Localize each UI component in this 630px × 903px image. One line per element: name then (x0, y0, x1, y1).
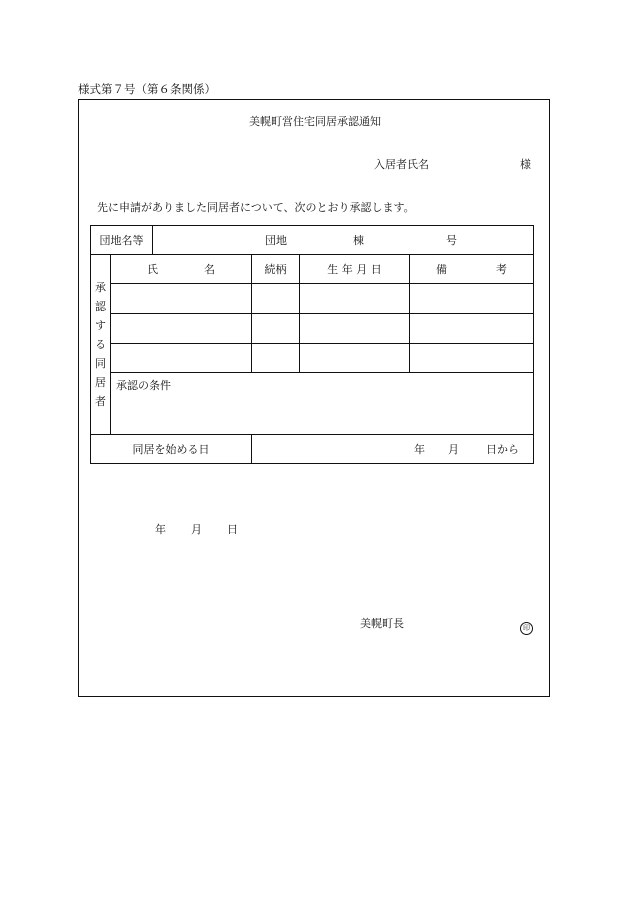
seal-mark (520, 615, 533, 635)
name-cell[interactable] (111, 284, 252, 314)
seal-icon: 印 (520, 622, 533, 635)
complex-label-cell (91, 226, 153, 255)
cohabitant-side-label (91, 255, 111, 435)
side-char: 認 (95, 300, 106, 313)
form-number: 様式第７号（第６条関係） (78, 82, 216, 96)
conditions-label: 承認の条件 (116, 379, 171, 392)
issuer-title: 美幌町長 (360, 617, 404, 630)
birthdate-cell[interactable] (300, 284, 410, 314)
birthdate-header (300, 255, 410, 284)
start-value-cell[interactable] (252, 435, 534, 464)
complex-row (91, 226, 534, 255)
birthdate-cell[interactable] (300, 344, 410, 373)
remarks-header-second: 考 (496, 263, 507, 276)
intro-text: 先に申請がありました同居者について、次のとおり承認します。 (97, 201, 415, 214)
danchi-label: 団地 (265, 234, 287, 247)
remarks-cell[interactable] (410, 344, 534, 373)
conditions-row (91, 373, 534, 435)
birthdate-header-text: 生 年 月 日 (327, 263, 382, 276)
side-char: す (95, 319, 106, 332)
relation-cell[interactable] (252, 344, 300, 373)
start-month-label: 月 (448, 443, 459, 456)
start-label: 同居を始める日 (132, 443, 210, 456)
remarks-cell[interactable] (410, 284, 534, 314)
date-month-label: 月 (191, 523, 202, 536)
start-day-label: 日から (486, 443, 519, 456)
building-label: 棟 (353, 234, 364, 247)
name-cell[interactable] (111, 314, 252, 344)
date-day-label: 日 (227, 523, 238, 536)
cohabitant-table (90, 225, 534, 464)
relation-cell[interactable] (252, 314, 300, 344)
complex-label: 団地名等 (99, 234, 144, 247)
name-header (111, 255, 252, 284)
start-label-cell (91, 435, 252, 464)
cohabitant-row (91, 344, 534, 373)
remarks-header-first: 備 (436, 263, 447, 276)
resident-name-label: 入居者氏名 (374, 158, 429, 171)
date-year-label: 年 (155, 523, 166, 536)
relation-header-text: 続柄 (264, 263, 287, 276)
birthdate-cell[interactable] (300, 314, 410, 344)
side-char: 同 (95, 357, 106, 370)
honorific-sama: 様 (520, 158, 531, 171)
side-char: 者 (95, 395, 106, 408)
complex-value-cell (153, 226, 534, 255)
name-header-first: 氏 (147, 263, 158, 276)
side-char: る (95, 338, 106, 351)
name-cell[interactable] (111, 344, 252, 373)
relation-header (252, 255, 300, 284)
cohabitant-header-row (91, 255, 534, 284)
name-header-second: 名 (204, 263, 215, 276)
document-title: 美幌町営住宅同居承認通知 (249, 115, 381, 128)
conditions-cell[interactable] (111, 373, 534, 435)
side-char: 承 (95, 281, 106, 294)
cohabitant-row (91, 284, 534, 314)
side-char: 居 (95, 376, 106, 389)
relation-cell[interactable] (252, 284, 300, 314)
remarks-header (410, 255, 534, 284)
cohabitant-row (91, 314, 534, 344)
remarks-cell[interactable] (410, 314, 534, 344)
start-year-label: 年 (414, 443, 425, 456)
start-date-row (91, 435, 534, 464)
number-label: 号 (446, 234, 457, 247)
